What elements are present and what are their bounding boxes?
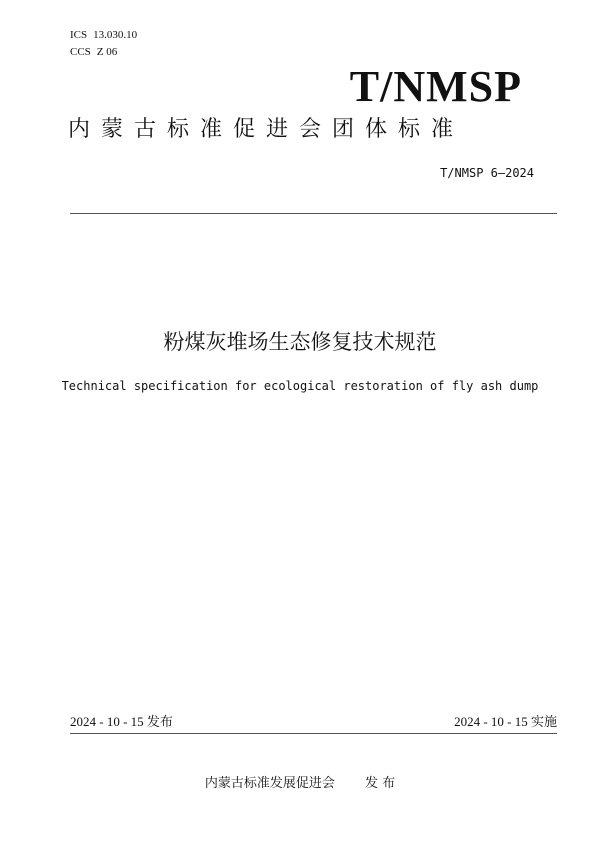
publisher-name: 内蒙古标准发展促进会 — [204, 776, 335, 791]
header-divider — [70, 213, 557, 214]
standard-logo: T/NMSP — [349, 62, 522, 111]
implementation-date: 2024 - 10 - 15 实施 — [454, 714, 557, 729]
document-number: T/NMSP 6—2024 — [440, 166, 534, 180]
organization-title: 内蒙古标准促进会团体标准 — [68, 117, 465, 142]
chinese-title: 粉煤灰堆场生态修复技术规范 — [163, 330, 437, 354]
footer-divider — [70, 733, 557, 734]
publisher-action: 发 布 — [364, 776, 396, 791]
ics-code: 13.030.10 — [93, 29, 138, 41]
ccs-classification — [70, 45, 117, 59]
ccs-code: Z 06 — [96, 46, 118, 58]
ccs-label: CCS — [70, 46, 91, 58]
ics-label: ICS — [70, 29, 88, 41]
issue-date: 2024 - 10 - 15 发布 — [70, 714, 173, 729]
publisher-line — [0, 775, 600, 793]
ics-classification — [70, 28, 137, 42]
english-title: Technical specification for ecological restoration of fly ash dump — [61, 379, 539, 393]
